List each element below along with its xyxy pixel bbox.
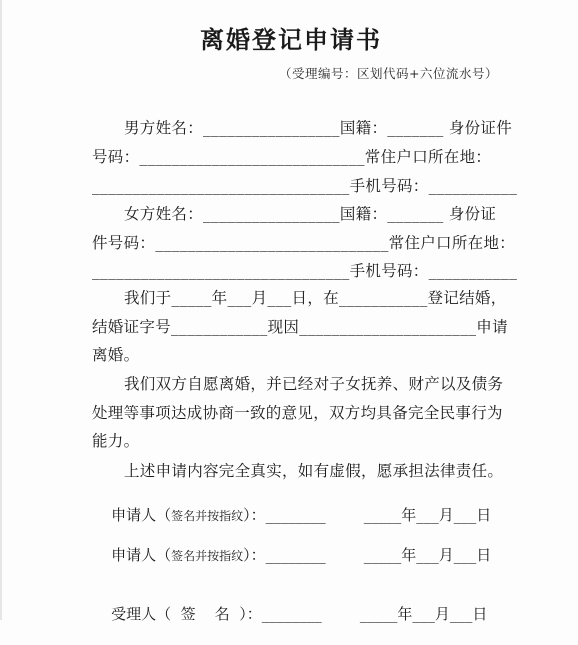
- agreement-line-3: 能力。: [92, 432, 140, 450]
- signature-date: ）：________ _____年___月___日: [243, 506, 492, 524]
- marriage-cert-line: 结婚证字号____________现因______________________申请: [92, 318, 508, 336]
- declaration-line: 上述申请内容完全真实，如有虚假，愿承担法律责任。: [124, 462, 504, 480]
- male-name-line: 男方姓名：_________________国籍：_______ 身份证件: [124, 119, 513, 137]
- acceptance-number-note: （受理编号：区划代码+六位流水号）: [279, 66, 498, 81]
- signature-hint: 签名并按指纹: [171, 509, 244, 523]
- signature-label: 申请人（: [111, 506, 172, 524]
- female-name-line: 女方姓名：_________________国籍：_______ 身份证: [124, 205, 497, 223]
- male-phone-line: ________________________________手机号码：___________: [92, 177, 518, 195]
- divorce-line: 离婚。: [92, 346, 140, 364]
- agreement-line-1: 我们双方自愿离婚，并已经对子女抚养、财产以及债务: [124, 375, 504, 393]
- signature-date: ）：________ _____年___月___日: [243, 546, 492, 564]
- signature-date: _____年___月___日: [321, 605, 488, 623]
- receiver-signature: [92, 584, 512, 645]
- signature-label: 受理人（ 签 名 ）：________: [111, 605, 322, 623]
- agreement-line-2: 处理等事项达成协商一致的意见，双方均具备完全民事行为: [92, 404, 503, 422]
- male-id-line: 号码：____________________________常住户口所在地：: [92, 148, 492, 166]
- applicant-signature-2: [92, 525, 512, 586]
- female-id-line: 件号码：_____________________________常住户口所在地：: [92, 234, 516, 252]
- marriage-date-line: 我们于_____年___月___日，在___________登记结婚，: [124, 289, 507, 307]
- signature-hint: 签名并按指纹: [171, 549, 244, 563]
- signature-label: 申请人（: [111, 546, 172, 564]
- form-title: 离婚登记申请书: [200, 25, 382, 54]
- female-phone-line: ________________________________手机号码：___________: [92, 262, 518, 280]
